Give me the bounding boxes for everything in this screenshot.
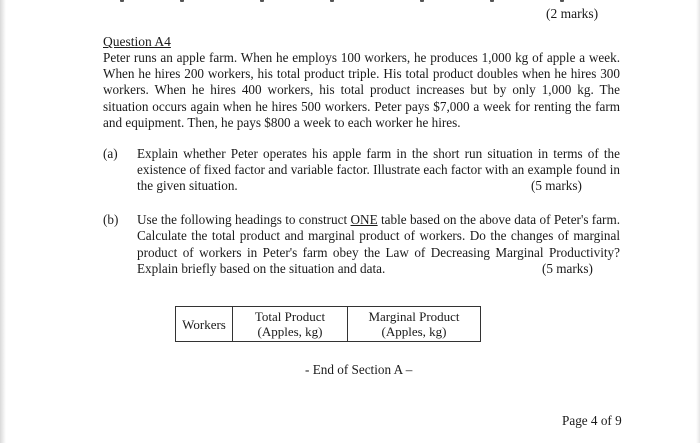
table-header-line1: Marginal Product (368, 309, 460, 324)
cut-off-text-fragment (120, 0, 620, 3)
question-title: Question A4 (103, 34, 171, 49)
part-b-label: (b) (103, 212, 119, 227)
table-header-marginal-product (348, 307, 481, 342)
question-paragraph: Peter runs an apple farm. When he employs 100 workers, he produces 1,000 kg of apple a week. When he hires 200 workers, his total product triple. His total product doubles when he hires 300 workers. When he hires 400 workers, his total product increases but by only 1,000 kg. The situation occurs again when he hires 500 workers. Peter pays $7,000 a week for renting the farm and equipment. Then, he pays $800 a week to each worker he hires. (103, 50, 620, 130)
table-header-total-product (233, 307, 348, 342)
table-header-line2: (Apples, kg) (257, 324, 323, 339)
table-header-row (176, 307, 481, 342)
previous-question-marks: (2 marks) (546, 6, 599, 21)
part-b-marks: (5 marks) (542, 261, 593, 276)
part-a-marks: (5 marks) (531, 178, 582, 193)
data-table (175, 306, 481, 342)
part-b-text-after: table based on the above data of Peter's farm. Calculate the total product and marginal product of workers. Do the changes of marginal product of workers in Peter's farm obey the Law of Decreasing Marginal Productivity? Explain briefly based on the situation and data. (137, 212, 620, 277)
part-a-text: Explain whether Peter operates his apple farm in the short run situation in terms of the existence of fixed factor and variable factor. Illustrate each factor with an example found in the given situation. (137, 146, 620, 194)
part-a-label: (a) (103, 146, 118, 161)
table-header-line1: Workers (182, 316, 226, 332)
end-of-section: - End of Section A – (305, 362, 413, 377)
part-b-text-underlined: ONE (350, 212, 378, 227)
page-left-edge-shadow (0, 0, 6, 443)
part-b-text-before: Use the following headings to construct (137, 212, 351, 227)
page-number: Page 4 of 9 (562, 413, 622, 428)
page-right-edge-shadow (696, 0, 700, 443)
table-header-line2: (Apples, kg) (381, 324, 447, 339)
table-header-line1: Total Product (254, 309, 326, 324)
table-header-workers (176, 307, 233, 342)
